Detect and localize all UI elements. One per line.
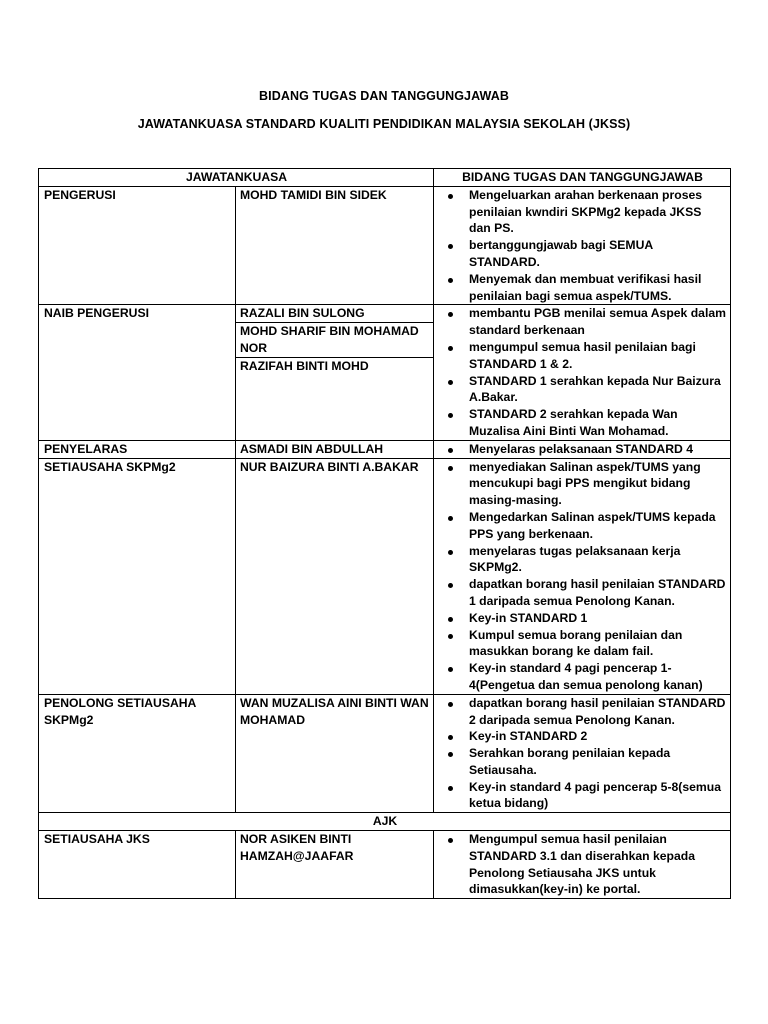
duties-cell [434, 305, 731, 440]
duties-list [439, 305, 726, 439]
member-name: RAZALI BIN SULONG [240, 306, 365, 321]
member-name: NUR BAIZURA BINTI A.BAKAR [240, 459, 419, 474]
role-cell: SETIAUSAHA JKS [39, 831, 236, 899]
member-name: MOHD TAMIDI BIN SIDEK [240, 187, 387, 202]
member-name: WAN MUZALISA AINI BINTI WAN MOHAMAD [240, 695, 429, 727]
duty-item: Key-in standard 4 pagi pencerap 5-8(semua ketua bidang) [439, 779, 726, 813]
duty-item: STANDARD 2 serahkan kepada Wan Muzalisa Aini Binti Wan Mohamad. [439, 406, 726, 440]
table-row [39, 458, 731, 694]
table-row [39, 440, 731, 458]
table-row [39, 831, 731, 899]
names-cell [236, 305, 434, 440]
table-header-row [39, 169, 731, 187]
duties-cell [434, 186, 731, 305]
member-name: NOR ASIKEN BINTI HAMZAH@JAAFAR [240, 832, 354, 863]
duty-item: bertanggungjawab bagi SEMUA STANDARD. [439, 237, 726, 271]
duty-item: Mengedarkan Salinan aspek/TUMS kepada PPS yang berkenaan. [439, 509, 726, 543]
duties-cell [434, 440, 731, 458]
duty-item: Serahkan borang penilaian kepada Setiausaha. [439, 745, 726, 779]
member-name: MOHD SHARIF BIN MOHAMAD NOR [236, 322, 433, 357]
names-cell [236, 458, 434, 694]
duty-item: Key-in STANDARD 2 [439, 728, 726, 745]
duty-item: Mengeluarkan arahan berkenaan proses penilaian kwndiri SKPMg2 kepada JKSS dan PS. [439, 187, 726, 237]
duty-item: Key-in STANDARD 1 [439, 610, 726, 627]
duty-item: Kumpul semua borang penilaian dan masukkan borang ke dalam fail. [439, 627, 726, 661]
header-bidang-tugas: BIDANG TUGAS DAN TANGGUNGJAWAB [434, 169, 731, 187]
document-subtitle: JAWATANKUASA STANDARD KUALITI PENDIDIKAN MALAYSIA SEKOLAH (JKSS) [137, 117, 631, 131]
role-cell: PENGERUSI [39, 186, 236, 305]
member-name: ASMADI BIN ABDULLAH [240, 441, 384, 456]
duty-item: mengumpul semua hasil penilaian bagi STANDARD 1 & 2. [439, 339, 726, 373]
duties-list [439, 831, 726, 898]
ajk-section-label: AJK [39, 813, 731, 831]
duties-list [439, 187, 726, 305]
duties-cell [434, 831, 731, 899]
role-cell: SETIAUSAHA SKPMg2 [39, 458, 236, 694]
duty-item: Key-in standard 4 pagi pencerap 1-4(Pengetua dan semua penolong kanan) [439, 660, 726, 694]
duties-table [38, 168, 731, 899]
duty-item: Menyelaras pelaksanaan STANDARD 4 [439, 441, 726, 458]
member-name: RAZIFAH BINTI MOHD [236, 357, 433, 375]
duty-item: dapatkan borang hasil penilaian STANDARD 2 daripada semua Penolong Kanan. [439, 695, 726, 729]
header-jawatankuasa: JAWATANKUASA [39, 169, 434, 187]
table-row [39, 694, 731, 813]
duty-item: STANDARD 1 serahkan kepada Nur Baizura A.Bakar. [439, 373, 726, 407]
names-cell [236, 186, 434, 305]
table-row [39, 305, 731, 440]
role-cell: PENYELARAS [39, 440, 236, 458]
duty-item: menyediakan Salinan aspek/TUMS yang mencukupi bagi PPS mengikut bidang masing-masing. [439, 459, 726, 509]
names-cell [236, 831, 434, 899]
duties-list [439, 441, 726, 458]
duty-item: membantu PGB menilai semua Aspek dalam standard berkenaan [439, 305, 726, 339]
names-cell [236, 440, 434, 458]
duties-cell [434, 694, 731, 813]
duty-item: menyelaras tugas pelaksanaan kerja SKPMg2. [439, 543, 726, 577]
duty-item: Menyemak dan membuat verifikasi hasil penilaian bagi semua aspek/TUMS. [439, 271, 726, 305]
document-title: BIDANG TUGAS DAN TANGGUNGJAWAB [259, 89, 509, 103]
role-cell: NAIB PENGERUSI [39, 305, 236, 440]
duties-cell [434, 458, 731, 694]
duties-list [439, 459, 726, 694]
ajk-row [39, 813, 731, 831]
duty-item: dapatkan borang hasil penilaian STANDARD 1 daripada semua Penolong Kanan. [439, 576, 726, 610]
names-cell [236, 694, 434, 813]
table-row [39, 186, 731, 305]
duty-item: Mengumpul semua hasil penilaian STANDARD 3.1 dan diserahkan kepada Penolong Setiausaha JKS untuk dimasukkan(key-in) ke portal. [439, 831, 726, 898]
role-cell: PENOLONG SETIAUSAHA SKPMg2 [39, 694, 236, 813]
duties-list [439, 695, 726, 813]
